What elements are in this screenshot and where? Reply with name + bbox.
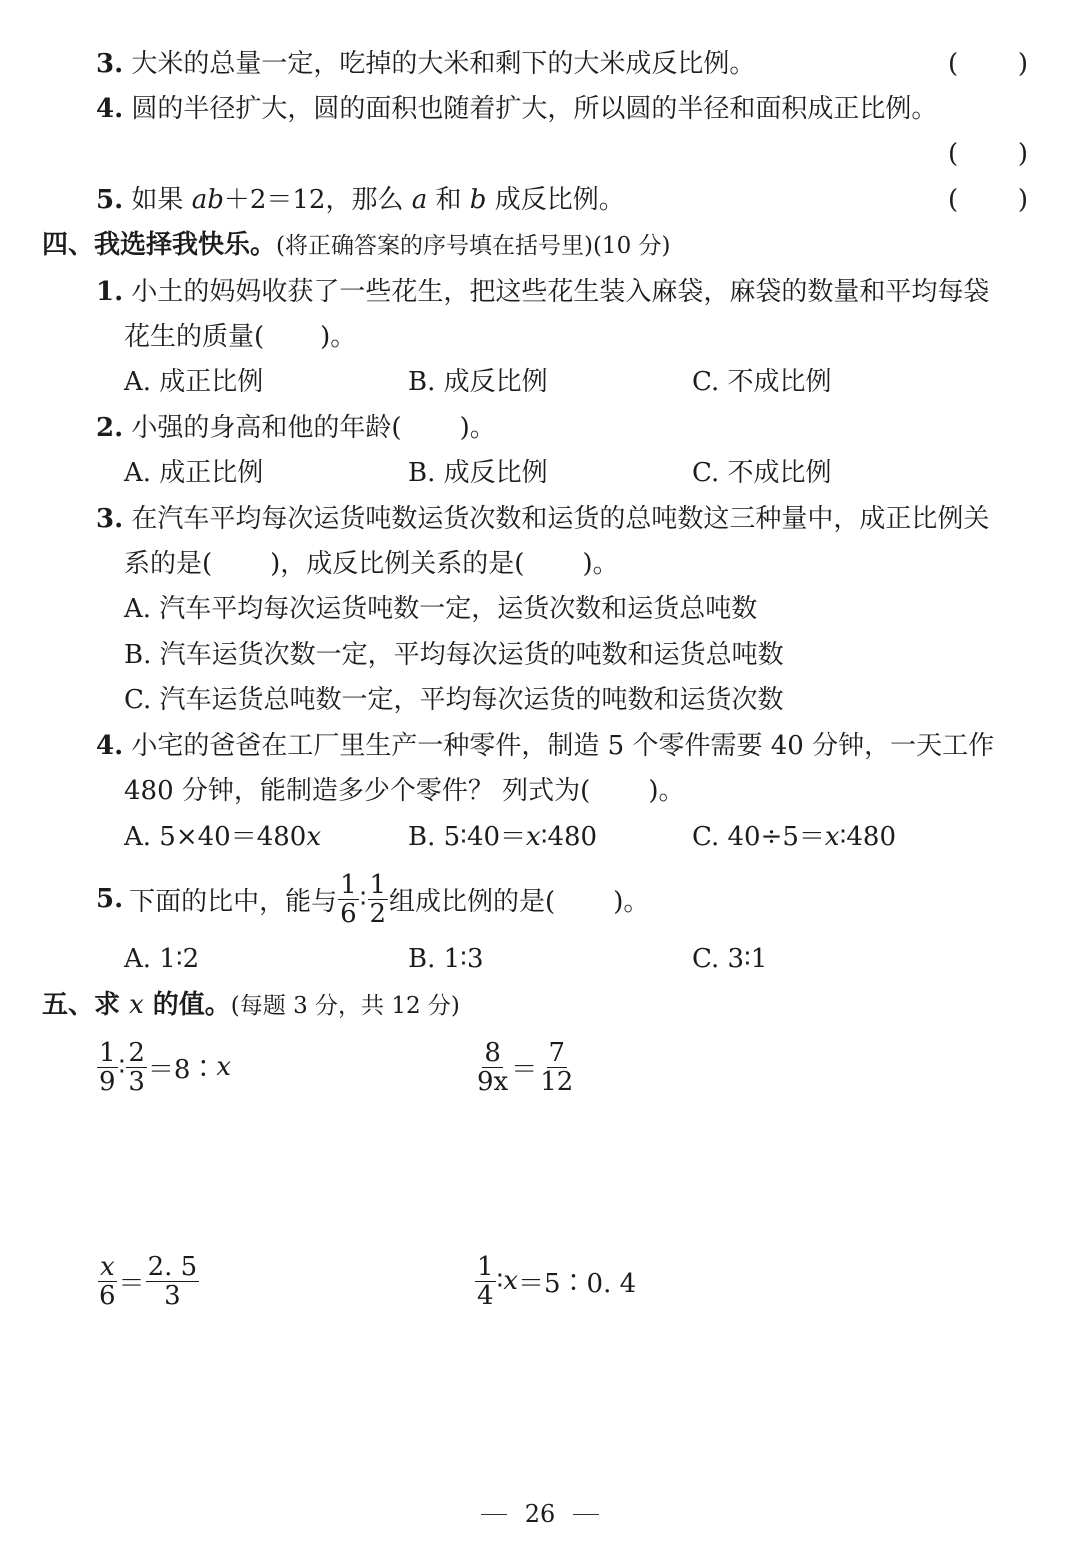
choice-q5: 5. 下面的比中，能与 $\frac{1}{6}$ ∶ $\frac{1}{2}$ 组成比例的是( )。 (96, 869, 650, 929)
choice-q4-line2: 480 分钟，能制造多少个零件？ 列式为( )。 (124, 776, 685, 806)
judge-q4: 4. 圆的半径扩大，圆的面积也随着扩大，所以圆的半径和面积成正比例。 (96, 94, 938, 124)
equation-2: $\frac{8}{9x}$ ＝ $\frac{7}{12}$ (477, 1037, 574, 1097)
option-c[interactable]: C. 不成比例 (692, 458, 832, 488)
judge-q3: 3. 大米的总量一定，吃掉的大米和剩下的大米成反比例。 (96, 49, 756, 79)
judge-q5: 5. 如果 ab＋2＝12，那么 a 和 b 成反比例。 (96, 185, 625, 215)
option-c[interactable]: C. 40÷5＝x∶480 (692, 822, 896, 852)
divider (481, 1514, 507, 1515)
answer-paren[interactable]: ( ) (948, 185, 1028, 215)
option-c[interactable]: C. 3∶1 (692, 944, 768, 974)
page-number: 26 (524, 1500, 556, 1528)
section5-heading: 五、求 x 的值。(每题 3 分，共 12 分) (42, 990, 460, 1020)
option-b[interactable]: B. 1∶3 (408, 944, 484, 974)
choice-q4: 4. 小宅的爸爸在工厂里生产一种零件，制造 5 个零件需要 40 分钟，一天工作 (96, 731, 995, 761)
choice-q1-line2: 花生的质量( )。 (124, 322, 357, 352)
equation-1: $\frac{1}{9}$ ∶ $\frac{2}{3}$ ＝8∶ x (99, 1037, 232, 1097)
divider (573, 1514, 599, 1515)
page-footer (0, 1500, 1080, 1528)
equation-3: $\frac{x}{6}$ ＝ $\frac{2. 5}{3}$ (99, 1251, 198, 1311)
answer-paren[interactable]: ( ) (948, 139, 1028, 169)
option-a[interactable]: A. 成正比例 (124, 367, 264, 397)
choice-q3: 3. 在汽车平均每次运货吨数运货次数和运货的总吨数这三种量中，成正比例关 (96, 504, 990, 534)
option-b[interactable]: B. 汽车运货次数一定，平均每次运货的吨数和运货总吨数 (124, 640, 784, 670)
fraction: $\frac{2}{3}$ (128, 1037, 145, 1097)
choice-q1: 1. 小土的妈妈收获了一些花生，把这些花生装入麻袋，麻袋的数量和平均每袋 (96, 277, 990, 307)
fraction: $\frac{2. 5}{3}$ (147, 1251, 198, 1311)
option-a[interactable]: A. 成正比例 (124, 458, 264, 488)
fraction: $\frac{8}{9x}$ (477, 1037, 509, 1097)
answer-paren[interactable]: ( ) (948, 49, 1028, 79)
choice-q2: 2. 小强的身高和他的年龄( )。 (96, 413, 496, 443)
option-b[interactable]: B. 成反比例 (408, 367, 548, 397)
fraction: $\frac{1}{9}$ (99, 1037, 116, 1097)
fraction: $\frac{1}{2}$ (369, 869, 387, 929)
option-a[interactable]: A. 汽车平均每次运货吨数一定，运货次数和运货总吨数 (124, 594, 758, 624)
option-b[interactable]: B. 5∶40＝x∶480 (408, 822, 598, 852)
option-c[interactable]: C. 汽车运货总吨数一定，平均每次运货的吨数和运货次数 (124, 685, 784, 715)
option-b[interactable]: B. 成反比例 (408, 458, 548, 488)
equation-4: $\frac{1}{4}$ ∶ x ＝5∶0. 4 (477, 1251, 637, 1311)
fraction: $\frac{7}{12}$ (540, 1037, 574, 1097)
option-a[interactable]: A. 5×40＝480x (124, 822, 322, 852)
choice-q3-line2: 系的是( )，成反比例关系的是( )。 (124, 549, 619, 579)
section4-heading: 四、我选择我快乐。(将正确答案的序号填在括号里)(10 分) (42, 230, 671, 260)
fraction: $\frac{x}{6}$ (99, 1251, 116, 1311)
fraction: $\frac{1}{6}$ (340, 869, 357, 929)
option-a[interactable]: A. 1∶2 (124, 944, 200, 974)
option-c[interactable]: C. 不成比例 (692, 367, 832, 397)
fraction: $\frac{1}{4}$ (477, 1251, 494, 1311)
